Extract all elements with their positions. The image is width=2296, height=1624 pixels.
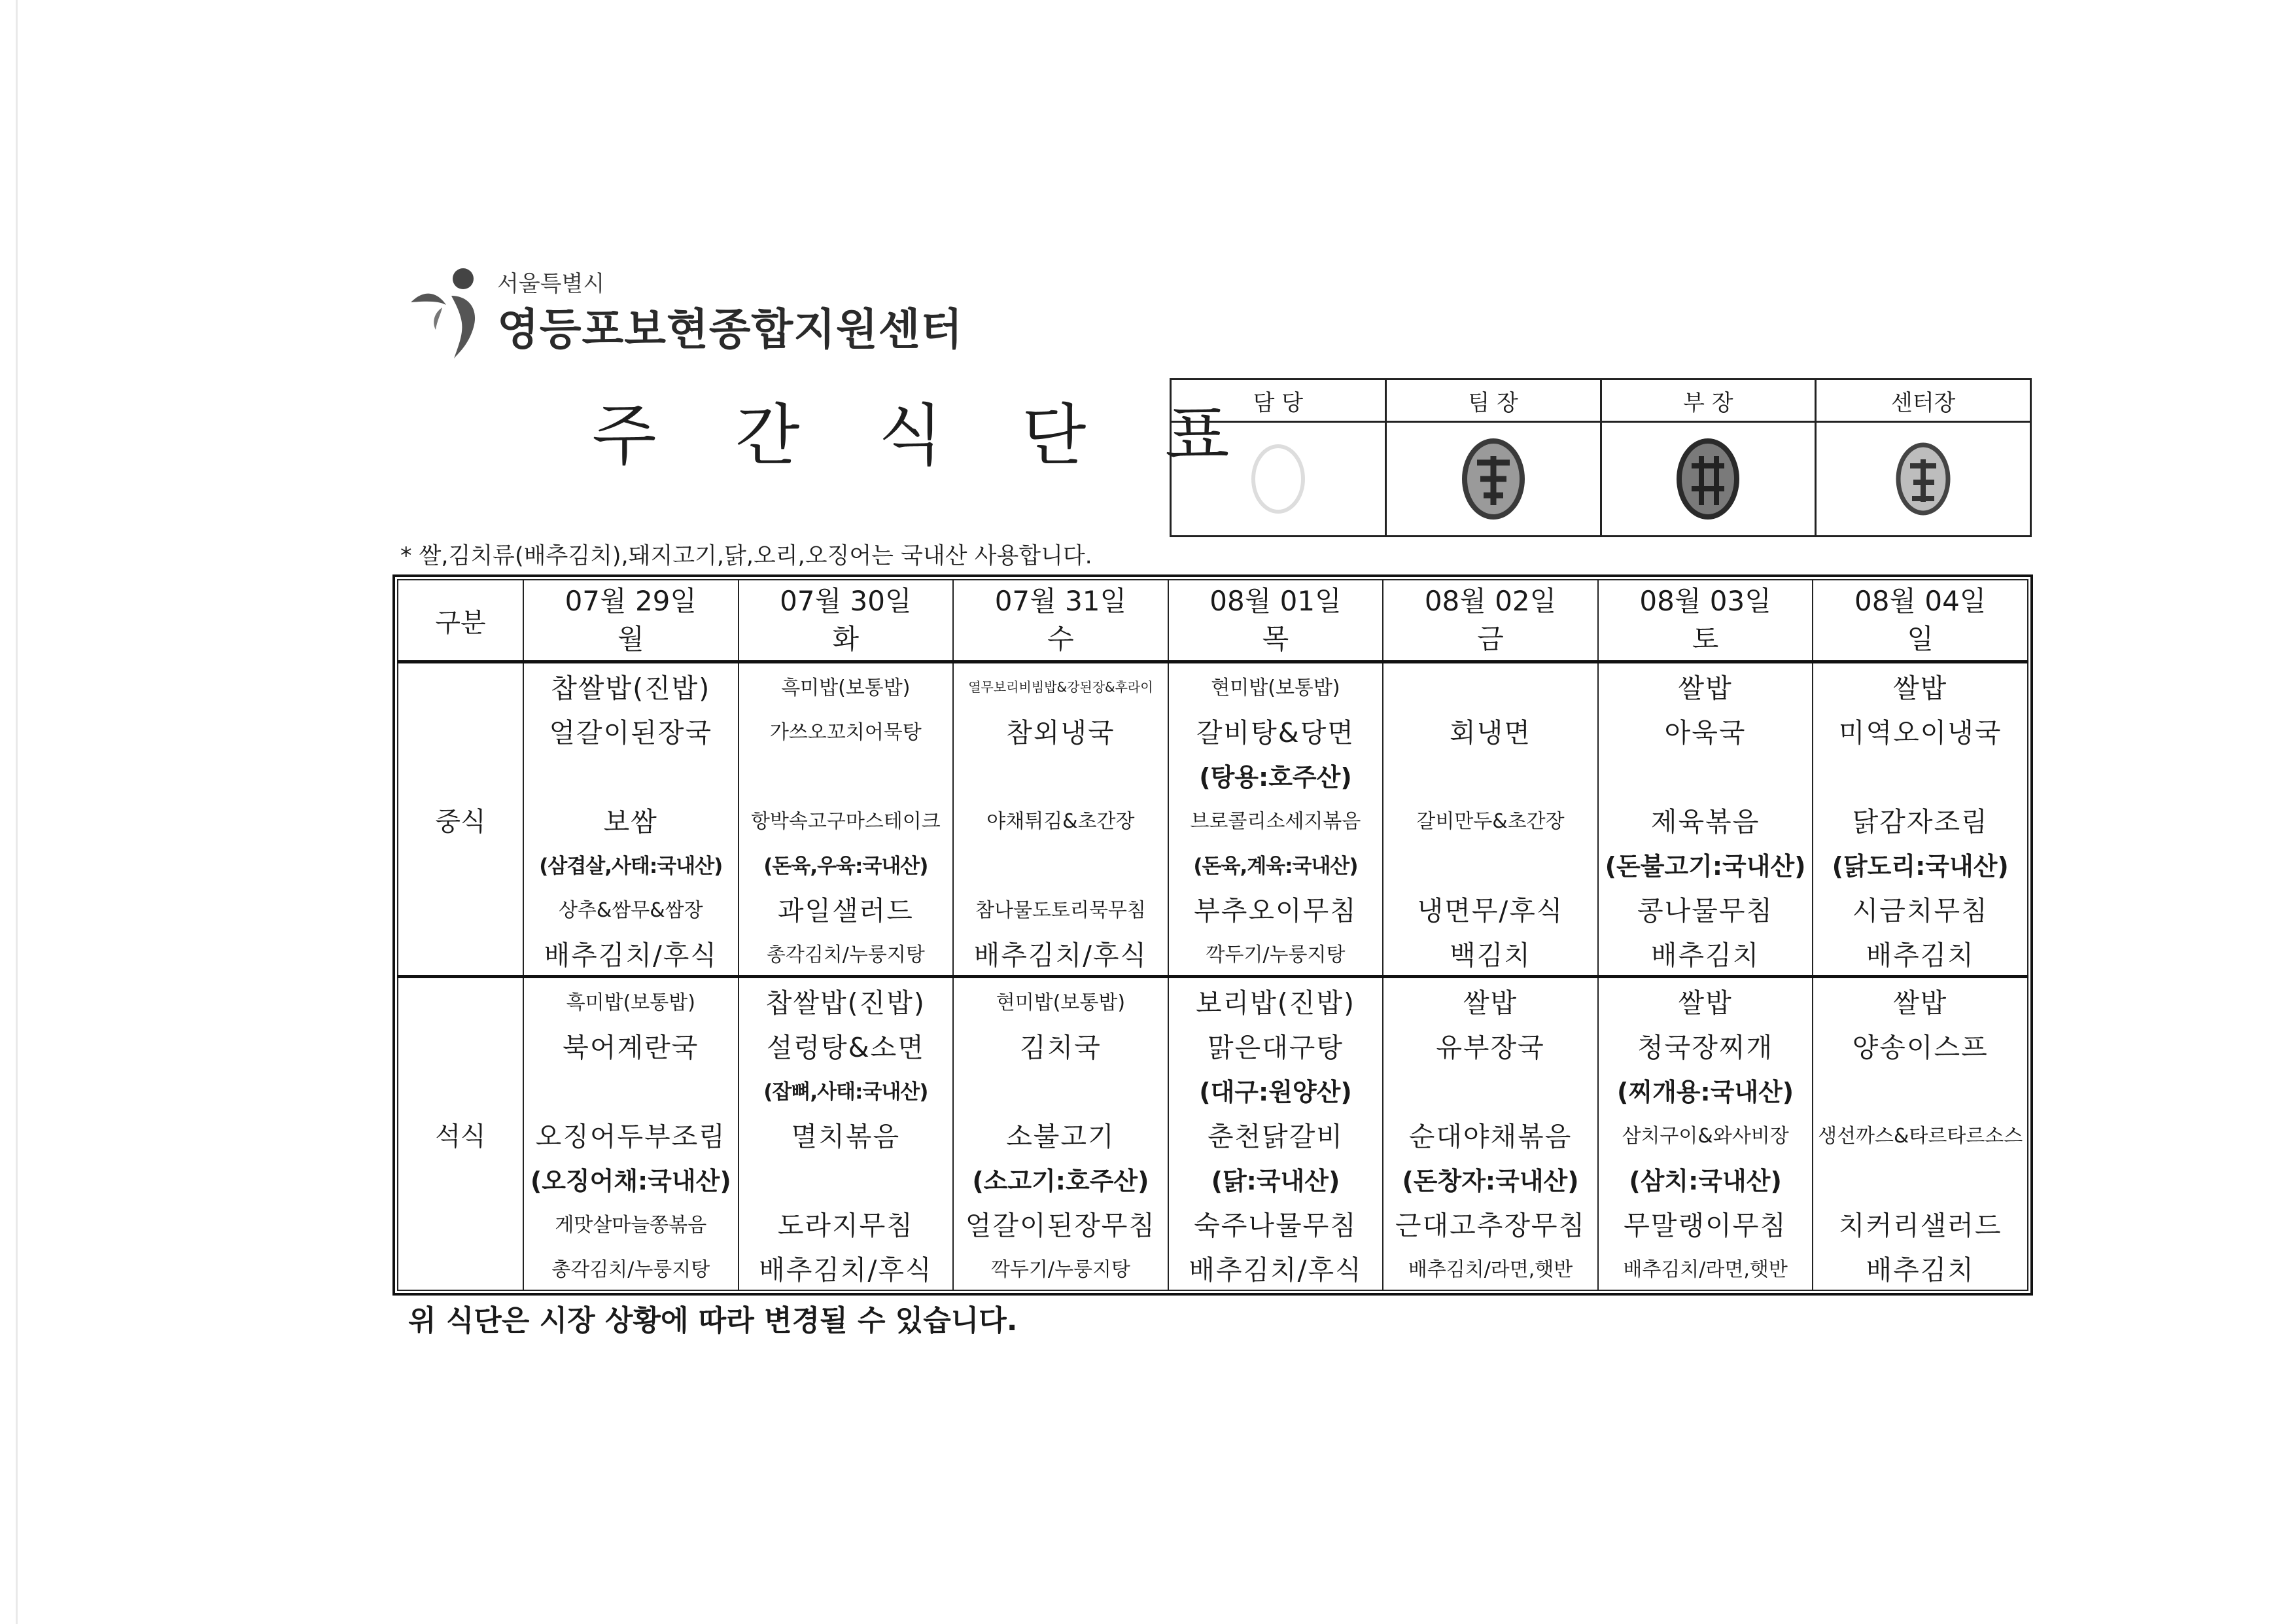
approval-stamp-cell-manager <box>1601 422 1816 537</box>
lunch-label: 중식 <box>398 662 523 977</box>
menu-item: 아욱국 <box>1664 716 1747 749</box>
menu-item: 생선까스&타르타르소스 <box>1818 1125 2023 1148</box>
origin-note: * 쌀,김치류(배추김치),돼지고기,닭,오리,오징어는 국내산 사용합니다. <box>400 543 1092 569</box>
menu-item: 쌀밥 <box>1893 987 1948 1019</box>
menu-item: 숙주나물무침 <box>1194 1209 1357 1241</box>
menu-item: 게맛살마늘쫑볶음 <box>555 1214 707 1237</box>
menu-item: 현미밥(보통밥) <box>996 991 1126 1014</box>
menu-item: 항박속고구마스테이크 <box>750 810 941 833</box>
menu-item: 배추김치/후식 <box>1189 1254 1363 1286</box>
day-header <box>953 580 1168 662</box>
menu-table-frame <box>392 574 2033 1296</box>
approval-header-team-lead: 팀 장 <box>1385 380 1601 422</box>
menu-item: 도라지무침 <box>777 1209 914 1241</box>
menu-item: (닭:국내산) <box>1211 1166 1340 1195</box>
day-weekday: 일 <box>1907 623 1934 655</box>
menu-item: 깍두기/누룽지탕 <box>990 1258 1130 1281</box>
menu-item: 총각김치/누룽지탕 <box>766 944 925 966</box>
dinner-cell <box>739 977 954 1291</box>
menu-item: 가쓰오꼬치어묵탕 <box>769 721 922 744</box>
dinner-row <box>398 977 2028 1291</box>
category-header: 구분 <box>398 580 523 662</box>
menu-item: 제육볶음 <box>1650 805 1760 838</box>
menu-item: 배추김치 <box>1866 939 1975 971</box>
lunch-cell <box>523 662 739 977</box>
menu-item: 배추김치/라면,햇반 <box>1408 1258 1573 1281</box>
day-header <box>1598 580 1813 662</box>
approval-header-director: 센터장 <box>1816 380 2031 422</box>
menu-item: 야채튀김&초간장 <box>986 810 1135 833</box>
menu-item: 미역오이냉국 <box>1838 716 2002 749</box>
menu-item <box>1383 752 1597 797</box>
menu-item: 무말랭이무침 <box>1624 1209 1787 1241</box>
dinner-cell <box>1168 977 1383 1291</box>
menu-item: 얼갈이된장무침 <box>965 1209 1157 1241</box>
page-title: 주 간 식 단 표 <box>592 397 1259 475</box>
faint-stamp-icon <box>1242 430 1314 528</box>
lunch-cell <box>1168 662 1383 977</box>
approval-header-manager: 부 장 <box>1601 380 1816 422</box>
day-date: 07월 30일 <box>780 585 912 617</box>
lunch-cell <box>1813 662 2028 977</box>
menu-item: 근대고추장무침 <box>1395 1209 1586 1241</box>
menu-item: 회냉면 <box>1450 716 1531 749</box>
menu-item: 열무보리비빔밥&강된장&후라이 <box>968 679 1153 695</box>
menu-item: 얼갈이된장국 <box>549 716 713 749</box>
menu-item: (돈육,계육:국내산) <box>1193 854 1358 878</box>
menu-item <box>524 1067 738 1112</box>
dinner-cell <box>523 977 739 1291</box>
menu-item <box>1813 752 2027 797</box>
menu-item: 보리밥(진밥) <box>1195 987 1355 1019</box>
approval-table <box>1170 378 2032 537</box>
seal-stamp-icon <box>1457 430 1529 528</box>
day-date: 08월 01일 <box>1209 585 1342 617</box>
menu-item: 콩나물무침 <box>1637 894 1774 927</box>
menu-item: 닭감자조림 <box>1852 805 1989 838</box>
menu-item: 쌀밥 <box>1893 672 1948 704</box>
day-date: 08월 04일 <box>1854 585 1987 617</box>
day-date: 08월 02일 <box>1424 585 1557 617</box>
menu-item: 쌀밥 <box>1678 987 1733 1019</box>
menu-item: 찹쌀밥(진밥) <box>765 987 926 1019</box>
menu-item: 백김치 <box>1450 939 1531 971</box>
menu-item: 배추김치/후식 <box>544 939 718 971</box>
day-weekday: 목 <box>1262 623 1289 655</box>
org-small-name: 서울특별시 <box>497 271 605 297</box>
lunch-cell <box>1383 662 1598 977</box>
menu-item <box>954 1067 1168 1112</box>
menu-item <box>954 752 1168 797</box>
menu-item: (오징어채:국내산) <box>530 1166 731 1195</box>
menu-item: 상추&쌈무&쌈장 <box>558 899 703 922</box>
day-weekday: 월 <box>617 623 644 655</box>
menu-item: 멸치볶음 <box>791 1120 901 1152</box>
menu-item: 치커리샐러드 <box>1838 1209 2002 1241</box>
dinner-cell <box>1598 977 1813 1291</box>
menu-item: 현미밥(보통밥) <box>1211 677 1340 699</box>
day-header <box>1813 580 2028 662</box>
menu-item: 배추김치/라면,햇반 <box>1623 1258 1788 1281</box>
menu-item <box>1383 1067 1597 1112</box>
menu-item: (돈불고기:국내산) <box>1605 851 1806 881</box>
approval-header-staff: 담 당 <box>1171 380 1386 422</box>
dinner-label: 석식 <box>398 977 523 1291</box>
menu-item: 보쌈 <box>603 805 658 838</box>
day-weekday: 토 <box>1692 623 1719 655</box>
menu-item: 배추김치/후식 <box>973 939 1148 971</box>
menu-item: (돈육,우육:국내산) <box>763 854 928 878</box>
lunch-cell <box>1598 662 1813 977</box>
day-date: 08월 03일 <box>1639 585 1771 617</box>
menu-item: 흑미밥(보통밥) <box>566 991 695 1014</box>
menu-item: (소고기:호주산) <box>972 1166 1149 1195</box>
menu-item: 배추김치 <box>1650 939 1760 971</box>
menu-item: (돈창자:국내산) <box>1402 1166 1579 1195</box>
approval-stamp-cell-team-lead <box>1385 422 1601 537</box>
menu-item: (닭도리:국내산) <box>1832 851 2009 881</box>
menu-item: (탕용:호주산) <box>1199 762 1352 792</box>
day-weekday: 수 <box>1047 623 1074 655</box>
approval-stamp-cell-director <box>1816 422 2031 537</box>
menu-item: 춘천닭갈비 <box>1207 1120 1344 1152</box>
menu-item <box>1813 1067 2027 1112</box>
menu-item: 갈비탕&당면 <box>1196 716 1355 749</box>
day-weekday: 금 <box>1477 623 1504 655</box>
org-name: 영등포보현종합지원센터 <box>497 304 964 355</box>
menu-item: 맑은대구탕 <box>1207 1031 1344 1063</box>
dinner-cell <box>953 977 1168 1291</box>
lunch-cell <box>953 662 1168 977</box>
day-date: 07월 31일 <box>994 585 1127 617</box>
center-logo-icon <box>406 262 497 360</box>
menu-item: 쌀밥 <box>1678 672 1733 704</box>
menu-item <box>739 1156 953 1201</box>
menu-item <box>739 752 953 797</box>
day-date: 07월 29일 <box>565 585 697 617</box>
menu-item: 순대야채볶음 <box>1408 1120 1573 1152</box>
menu-item <box>1813 1156 2027 1201</box>
menu-item: (찌개용:국내산) <box>1617 1077 1794 1106</box>
menu-item: 청국장찌개 <box>1637 1031 1774 1063</box>
menu-item: 배추김치/후식 <box>759 1254 933 1286</box>
menu-item: 과일샐러드 <box>777 894 914 927</box>
scan-edge <box>16 0 18 1624</box>
menu-item: 북어계란국 <box>563 1031 699 1063</box>
menu-item: (삼치:국내산) <box>1629 1166 1782 1195</box>
lunch-cell <box>739 662 954 977</box>
menu-item <box>1383 841 1597 886</box>
approval-stamp-cell-staff <box>1171 422 1386 537</box>
menu-item: 찹쌀밥(진밥) <box>551 672 711 704</box>
day-header <box>739 580 954 662</box>
menu-item: 흑미밥(보통밥) <box>781 677 911 699</box>
day-header <box>523 580 739 662</box>
seal-stamp-icon <box>1887 430 1959 528</box>
menu-item: 쌀밥 <box>1463 987 1518 1019</box>
menu-item <box>1599 752 1813 797</box>
menu-item: (대구:원양산) <box>1199 1077 1352 1106</box>
menu-item: 오징어두부조림 <box>535 1120 726 1152</box>
menu-item: 양송이스프 <box>1852 1031 1989 1063</box>
menu-item: (삼겹살,사태:국내산) <box>539 854 723 878</box>
menu-item: 브로콜리소세지볶음 <box>1190 810 1361 833</box>
menu-item: (잡뼈,사태:국내산) <box>763 1080 928 1104</box>
menu-item: 총각김치/누룽지탕 <box>551 1258 710 1281</box>
menu-item: 배추김치 <box>1866 1254 1975 1286</box>
menu-item: 유부장국 <box>1436 1031 1545 1063</box>
menu-item <box>1383 663 1597 708</box>
menu-item: 참나물도토리묵무침 <box>975 899 1146 922</box>
header-row <box>398 580 2028 662</box>
menu-item: 설렁탕&소면 <box>766 1031 925 1063</box>
seal-stamp-icon <box>1672 430 1744 528</box>
dinner-cell <box>1383 977 1598 1291</box>
menu-item: 갈비만두&초간장 <box>1416 810 1565 833</box>
menu-item: 시금치무침 <box>1852 894 1989 927</box>
menu-item: 참외냉국 <box>1006 716 1115 749</box>
menu-item: 삼치구이&와사비장 <box>1622 1125 1789 1148</box>
menu-item: 깍두기/누룽지탕 <box>1206 944 1346 966</box>
lunch-row <box>398 662 2028 977</box>
menu-item <box>524 752 738 797</box>
weekly-menu-table <box>397 579 2028 1291</box>
menu-item: 소불고기 <box>1006 1120 1115 1152</box>
menu-item: 부추오이무침 <box>1194 894 1357 927</box>
menu-item <box>954 841 1168 886</box>
dinner-cell <box>1813 977 2028 1291</box>
menu-item: 냉면무/후식 <box>1417 894 1564 927</box>
day-header <box>1383 580 1598 662</box>
footer-note: 위 식단은 시장 상황에 따라 변경될 수 있습니다. <box>408 1304 1018 1337</box>
menu-item: 김치국 <box>1019 1031 1102 1063</box>
day-header <box>1168 580 1383 662</box>
day-weekday: 화 <box>832 623 860 655</box>
